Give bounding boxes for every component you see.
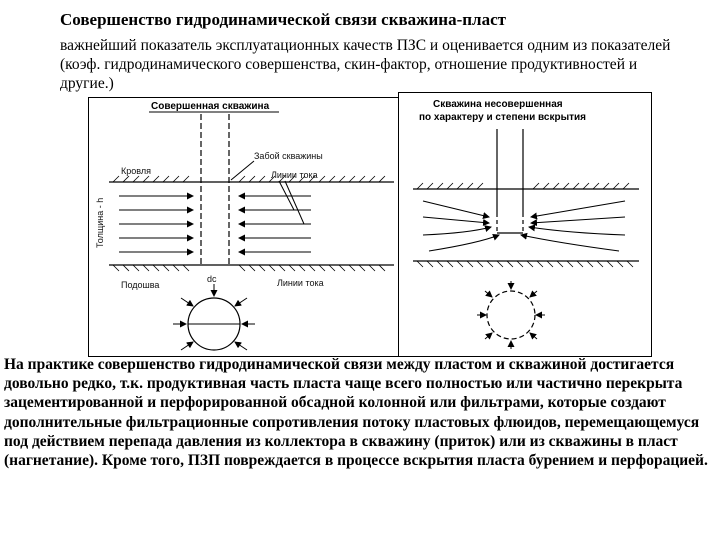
imperfect-well-header-line2: по характеру и степени вскрытия xyxy=(419,112,587,123)
imperfect-well-diagram xyxy=(398,92,652,357)
sole-label: Подошва xyxy=(121,280,160,290)
radial-arrows-left xyxy=(173,284,255,350)
page-title: Совершенство гидродинамической связи скважина-пласт xyxy=(60,10,506,29)
bottomhole-label: Забой скважины xyxy=(254,151,323,161)
perforated-cross-section xyxy=(487,291,535,339)
page-subtitle: важнейший показатель эксплуатационных качеств ПЗС и оценивается одним из показателей (коэф. гидродинамического совершенства, скин-фактор, отношение продуктивностей и другие.) xyxy=(60,37,671,92)
flow-lines-bottom-label: Линии тока xyxy=(277,278,324,288)
roof-hatch xyxy=(113,176,385,182)
flow-arrows-left xyxy=(119,196,311,252)
perfect-well-header: Совершенная скважина xyxy=(151,101,270,112)
body-paragraph: На практике совершенство гидродинамической связи между пластом и скважиной достигается довольно редко, т.к. продуктивная часть пласта чаще всего полностью или частично перекрыта зацементированной и перфорированной обсадной колонной или фильтрами, которые создают дополнительные фильтрационные сопротивления потоку пластовых флюидов, перемещающемуся под действием перепада давления из коллектора в скважину (приток) или из скважины в пласт (нагнетание). Кроме того, ПЗП повреждается в процессе вскрытия пласта бурением и перфорацией. xyxy=(4,356,708,470)
sole-hatch-right xyxy=(417,261,633,267)
flow-arrows-right xyxy=(423,201,625,251)
perfect-well-diagram xyxy=(88,97,408,357)
thickness-label: Толщина - h xyxy=(95,197,105,248)
roof-label: Кровля xyxy=(121,166,151,176)
diameter-label: dc xyxy=(207,274,217,284)
imperfect-well-header-line1: Скважина несовершенная xyxy=(433,99,563,110)
sole-hatch xyxy=(113,265,385,271)
flow-lines-top-label: Линии тока xyxy=(271,170,318,180)
